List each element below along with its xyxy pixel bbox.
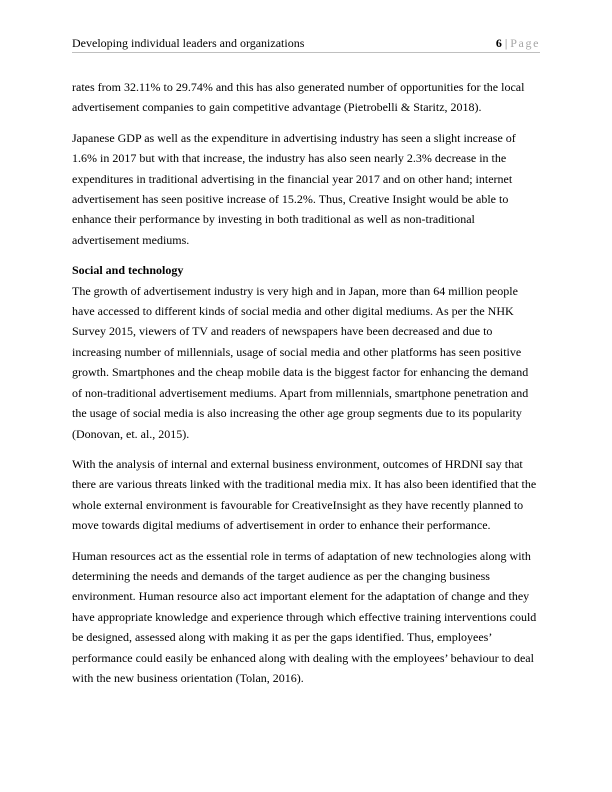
- page-separator: |: [504, 36, 508, 50]
- paragraph-japanese-gdp: Japanese GDP as well as the expenditure in advertising industry has seen a slight increase of 1.6% in 2017 but with that increase, the industry has also seen nearly 2.3% decrease in the expenditures in traditional advertising in the financial year 2017 and on other hand; internet advertisement has seen positive increase of 15.2%. Thus, Creative Insight would be able to enhance their performance by investing in both traditional as well as non-traditional advertisement mediums.: [72, 130, 516, 247]
- paragraph-hrdni-analysis: With the analysis of internal and external business environment, outcomes of HRDNI say that there are various threats linked with the traditional media mix. It has also been identified that the whole external environment is favourable for CreativeInsight as they have recently planned to move towards digital mediums of advertisement in order to enhance their performance.: [72, 456, 537, 533]
- document-title: Developing individual leaders and organizations: [72, 36, 305, 50]
- page-number-label: [496, 36, 540, 50]
- page-number: 6: [495, 36, 502, 50]
- section-heading-social-technology: Social and technology: [72, 263, 184, 278]
- paragraph-human-resources: Human resources act as the essential role in terms of adaptation of new technologies along with determining the needs and demands of the target audience as per the changing business environment. Human resource also act important element for the adaptation of change and they have appropriate knowledge and experience through which effective training interventions could be designed, assessed along with making it as per the gaps identified. Thus, employees’ performance could easily be enhanced along with dealing with the employees’ behaviour to deal with the new business orientation (Tolan, 2016).: [72, 548, 537, 685]
- document-body: [72, 77, 540, 698]
- page-header: [72, 36, 540, 53]
- page-word: Page: [510, 36, 540, 50]
- paragraph-advertisement-growth: The growth of advertisement industry is very high and in Japan, more than 64 million people have accessed to different kinds of social media and other digital mediums. As per the NHK Survey 2015, viewers of TV and readers of newspapers have been decreased and due to increasing number of millennials, usage of social media and other platforms has seen positive growth. Smartphones and the cheap mobile data is the biggest factor for enhancing the demand of non-traditional advertisement mediums. Apart from millennials, smartphone penetration and the usage of social media is also increasing the other age group segments due to its popularity (Donovan, et. al., 2015).: [72, 283, 529, 441]
- paragraph-market-rates: rates from 32.11% to 29.74% and this has also generated number of opportunities for the local advertisement companies to gain competitive advantage (Pietrobelli & Staritz, 2018).: [72, 80, 525, 115]
